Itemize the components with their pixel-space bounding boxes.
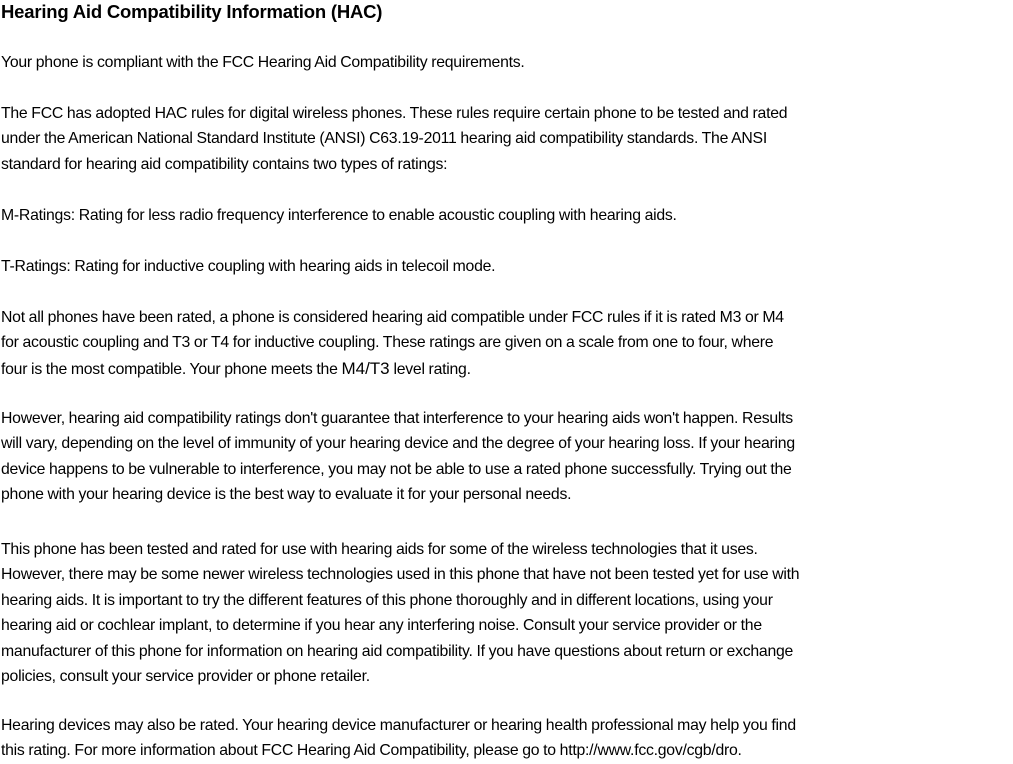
devices-rated-line-1: Hearing devices may also be rated. Your hearing device manufacturer or hearing health professional may help you find xyxy=(1,717,796,734)
however-line-1: However, hearing aid compatibility ratings don't guarantee that interference to your hearing aids won't happen. Results xyxy=(1,410,793,427)
fcc-rules-line-3: standard for hearing aid compatibility contains two types of ratings: xyxy=(1,155,448,173)
devices-rated-paragraph xyxy=(1,713,796,764)
not-all-rated-paragraph xyxy=(1,305,784,382)
page-title: Hearing Aid Compatibility Information (HAC) xyxy=(1,1,383,22)
devices-rated-line-2: this rating. For more information about FCC Hearing Aid Compatibility, please go to http://www.fcc.gov/cgb/dro. xyxy=(1,742,742,760)
however-line-4: phone with your hearing device is the best way to evaluate it for your personal needs. xyxy=(1,486,572,504)
tested-line-3: hearing aids. It is important to try the different features of this phone thoroughly and in different locations, using your xyxy=(1,591,773,609)
m-ratings-line: M-Ratings: Rating for less radio frequency interference to enable acoustic coupling with hearing aids. xyxy=(1,207,677,224)
not-all-rated-line-3-suffix: level rating. xyxy=(389,360,471,378)
t-ratings-line: T-Ratings: Rating for inductive coupling with hearing aids in telecoil mode. xyxy=(1,258,496,275)
tested-line-6: policies, consult your service provider or phone retailer. xyxy=(1,668,370,686)
tested-line-4: hearing aid or cochlear implant, to determine if you hear any interfering noise. Consult your service provider or the xyxy=(1,617,762,635)
not-all-rated-line-1: Not all phones have been rated, a phone is considered hearing aid compatible under FCC rules if it is rated M3 or M4 xyxy=(1,309,784,326)
tested-paragraph xyxy=(1,537,799,689)
however-line-2: will vary, depending on the level of immunity of your hearing device and the degree of your hearing loss. If your hearing xyxy=(1,435,795,453)
tested-line-2: However, there may be some newer wireless technologies used in this phone that have not been tested yet for use with xyxy=(1,566,800,584)
not-all-rated-line-2: for acoustic coupling and T3 or T4 for inductive coupling. These ratings are given on a scale from one to four, where xyxy=(1,334,774,352)
not-all-rated-line-3-prefix: four is the most compatible. Your phone meets the xyxy=(1,360,342,378)
however-paragraph xyxy=(1,406,795,508)
intro-paragraph xyxy=(1,50,525,75)
intro-line: Your phone is compliant with the FCC Hearing Aid Compatibility requirements. xyxy=(1,54,525,71)
fcc-rules-line-2: under the American National Standard Institute (ANSI) C63.19-2011 hearing aid compatibility standards. The ANSI xyxy=(1,130,767,148)
however-line-3: device happens to be vulnerable to interference, you may not be able to use a rated phone successfully. Trying out the xyxy=(1,460,792,478)
tested-line-5: manufacturer of this phone for information on hearing aid compatibility. If you have questions about return or exchange xyxy=(1,642,794,660)
not-all-rated-line-3 xyxy=(1,356,784,382)
fcc-rules-line-1: The FCC has adopted HAC rules for digital wireless phones. These rules require certain phone to be tested and rated xyxy=(1,105,788,122)
tested-line-1: This phone has been tested and rated for use with hearing aids for some of the wireless technologies that it uses. xyxy=(1,541,758,558)
t-ratings-paragraph xyxy=(1,254,495,279)
m-ratings-paragraph xyxy=(1,203,677,228)
fcc-rules-paragraph xyxy=(1,101,787,177)
hac-rating-value: M4/T3 xyxy=(341,358,390,378)
